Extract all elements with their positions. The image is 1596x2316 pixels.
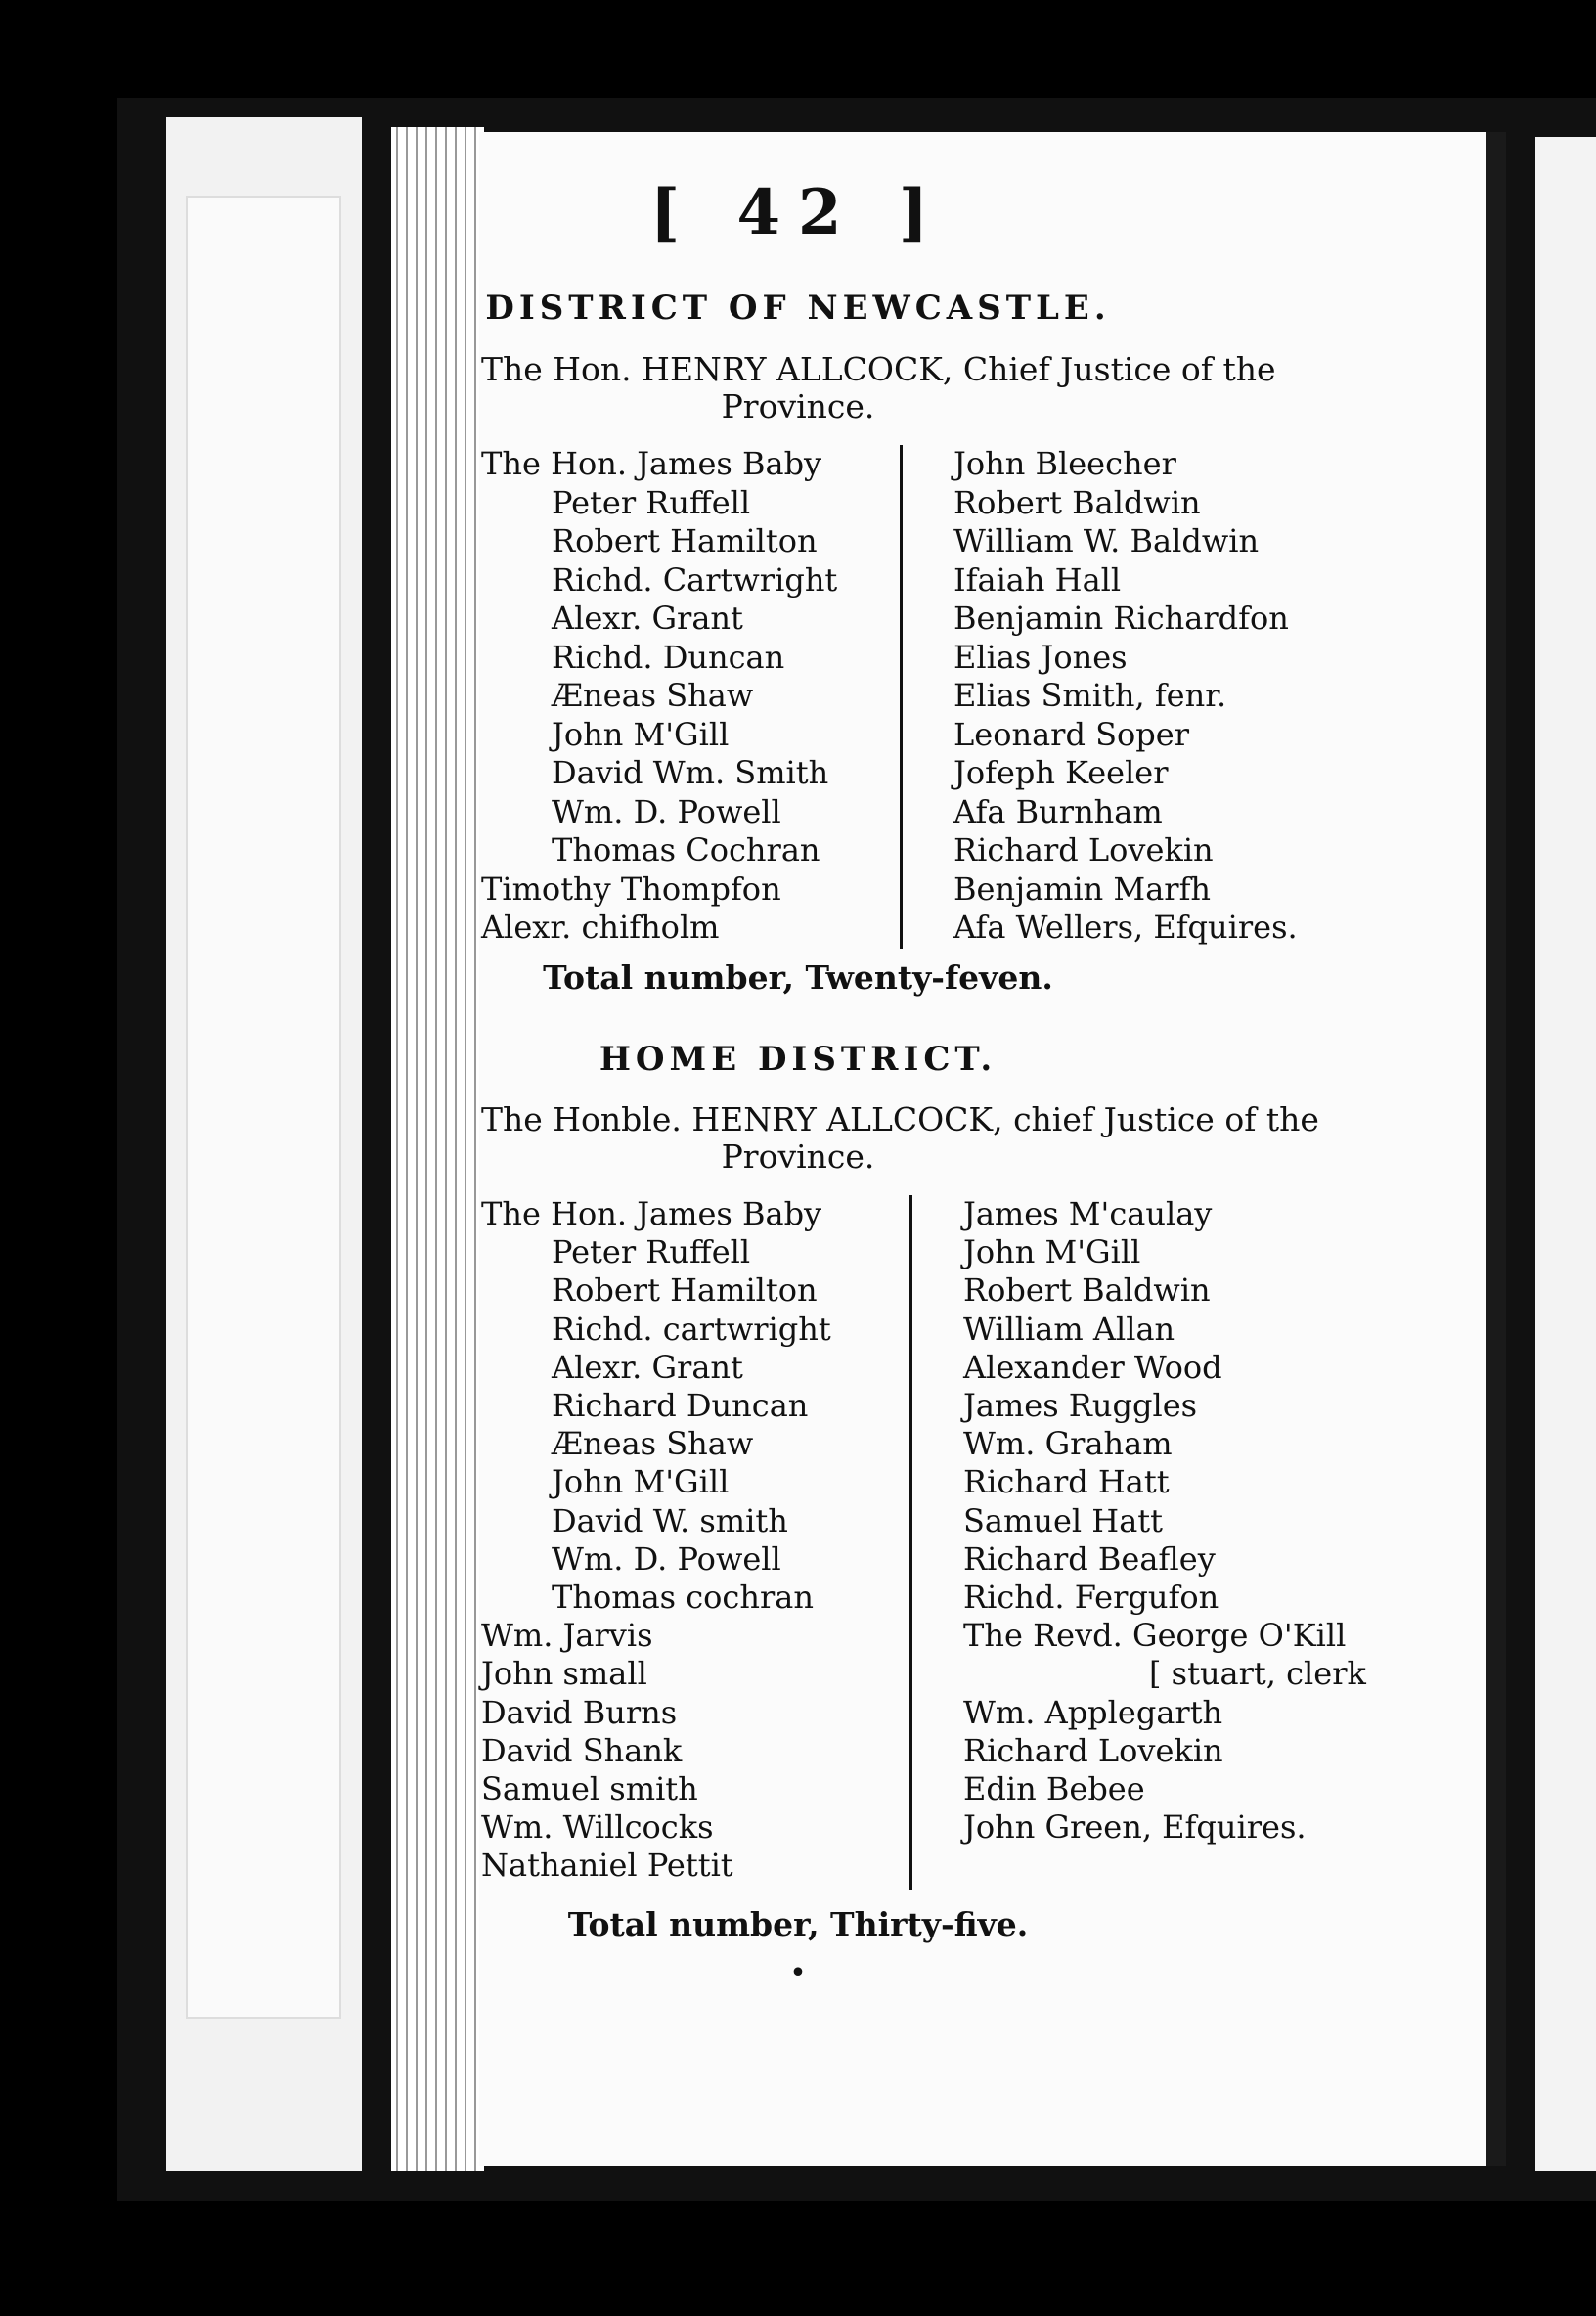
home-right-name: The Revd. George O'Kill [963, 1617, 1347, 1655]
home-right-name: James Ruggles [963, 1387, 1198, 1424]
newcastle-right-name: Afa Wellers, Efquires. [953, 909, 1298, 946]
newcastle-right-name: Ifaiah Hall [953, 560, 1122, 599]
home-left-name: David Shank [481, 1731, 683, 1769]
newcastle-left-name: Æneas Shaw [552, 677, 754, 714]
home-left-name: Samuel smith [481, 1770, 698, 1807]
home-heading: HOME DISTRICT. [598, 1040, 998, 1079]
newcastle-left-name: Richd. Duncan [552, 638, 785, 676]
section-end-mark: • [789, 1956, 807, 1990]
home-right-name: Edin Bebee [963, 1770, 1145, 1807]
home-total: Total number, Thirty-five. [567, 1905, 1029, 1943]
home-chief-justice-province: Province. [721, 1137, 875, 1176]
home-right-name: Wm. Applegarth [963, 1693, 1223, 1731]
home-right-name: John M'Gill [963, 1233, 1141, 1271]
newcastle-right-name: Benjamin Marfh [953, 869, 1212, 908]
newcastle-left-name: Peter Ruffell [552, 483, 751, 521]
home-right-name: William Allan [963, 1310, 1175, 1348]
newcastle-right-name: Afa Burnham [953, 792, 1163, 830]
home-left-name: Thomas cochran [552, 1579, 814, 1616]
newcastle-left-name: Wm. D. Powell [552, 792, 781, 830]
newcastle-right-name: John Bleecher [953, 445, 1176, 482]
home-left-name: Richard Duncan [552, 1387, 809, 1424]
newcastle-column-rule [900, 445, 903, 949]
newcastle-left-name: John M'Gill [552, 715, 730, 753]
home-left-name: David Burns [481, 1693, 678, 1731]
home-column-rule [909, 1195, 912, 1890]
home-right-name: Alexander Wood [963, 1348, 1222, 1386]
page-number: [ 42 ] [649, 176, 947, 249]
home-left-name: Peter Ruffell [552, 1233, 751, 1271]
home-right-name: Richard Lovekin [963, 1731, 1223, 1769]
home-right-name: Richd. Fergufon [963, 1579, 1219, 1616]
newcastle-right-name: Richard Lovekin [953, 831, 1214, 868]
home-chief-justice-line: The Honble. HENRY ALLCOCK, chief Justice of the [481, 1100, 1319, 1138]
home-left-name: John M'Gill [552, 1463, 730, 1501]
home-left-name: Alexr. Grant [552, 1348, 743, 1386]
newcastle-heading: DISTRICT OF NEWCASTLE. [485, 289, 1111, 328]
newcastle-right-name: Robert Baldwin [953, 483, 1201, 521]
newcastle-left-name: Robert Hamilton [552, 522, 818, 559]
home-left-name: Æneas Shaw [552, 1425, 754, 1463]
home-right-name: James M'caulay [963, 1195, 1213, 1232]
newcastle-right-name: Elias Smith, fenr. [953, 677, 1227, 714]
newcastle-left-name: Richd. Cartwright [552, 560, 838, 599]
newcastle-right-name: Benjamin Richardfon [953, 600, 1289, 637]
home-left-name: John small [481, 1655, 647, 1693]
newcastle-right-name: Jofeph Keeler [953, 754, 1169, 791]
home-left-name: Wm. D. Powell [552, 1539, 781, 1578]
home-left-name: The Hon. James Baby [481, 1195, 822, 1232]
home-left-name: Wm. Willcocks [481, 1808, 714, 1847]
newcastle-left-name: The Hon. James Baby [481, 445, 822, 482]
newcastle-left-name: Timothy Thompfon [481, 869, 781, 908]
newcastle-chief-justice-province: Province. [721, 387, 875, 425]
home-left-name: Robert Hamilton [552, 1271, 818, 1310]
newcastle-left-name: Alexr. chifholm [481, 909, 720, 946]
newcastle-right-name: Leonard Soper [953, 715, 1189, 753]
home-right-name: Richard Hatt [963, 1463, 1170, 1501]
newcastle-chief-justice-line: The Hon. HENRY ALLCOCK, Chief Justice of the [481, 350, 1276, 388]
newcastle-right-name: William W. Baldwin [953, 522, 1260, 559]
home-right-name: Richard Beafley [963, 1539, 1216, 1578]
home-right-name: Samuel Hatt [963, 1501, 1163, 1539]
home-right-name: Robert Baldwin [963, 1271, 1211, 1310]
left-page-inner [186, 196, 341, 2019]
home-left-name: Richd. cartwright [552, 1310, 831, 1348]
home-left-name: David W. smith [552, 1501, 788, 1539]
home-right-name: John Green, Efquires. [963, 1808, 1307, 1847]
home-right-name: Wm. Graham [963, 1425, 1173, 1463]
home-right-name: [ stuart, clerk [1149, 1655, 1366, 1693]
newcastle-right-name: Elias Jones [953, 638, 1128, 676]
newcastle-left-name: Thomas Cochran [552, 831, 820, 868]
newcastle-left-name: Alexr. Grant [552, 600, 743, 637]
home-left-name: Nathaniel Pettit [481, 1847, 733, 1885]
newcastle-total: Total number, Twenty-feven. [543, 958, 1053, 997]
newcastle-left-name: David Wm. Smith [552, 754, 829, 791]
home-left-name: Wm. Jarvis [481, 1617, 653, 1655]
